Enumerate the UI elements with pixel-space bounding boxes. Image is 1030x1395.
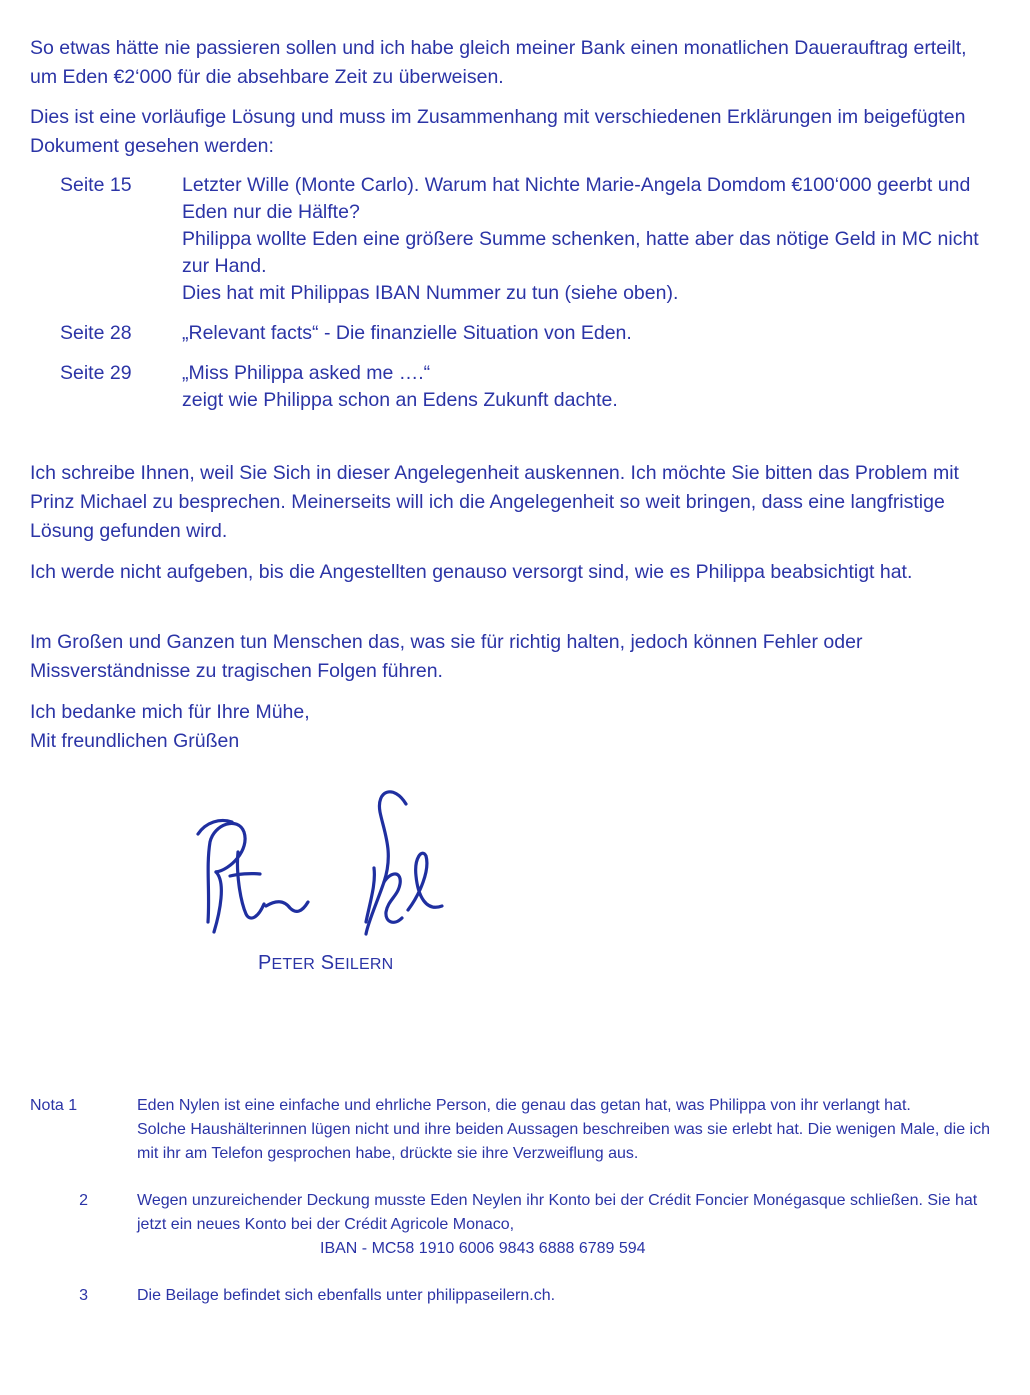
page-reference-text: Philippa wollte Eden eine größere Summe schenken, hatte aber das nötige Geld in MC nicht zur Hand. xyxy=(182,228,979,277)
footnote-number: 2 xyxy=(79,1192,88,1209)
footnotes xyxy=(30,1094,990,1308)
footnote-number: Nota 1 xyxy=(30,1097,78,1114)
footnote-text: Solche Haushälterinnen lügen nicht und ihre beiden Aussagen beschreiben was sie erlebt hat. Die wenigen Male, die ich mit ihr am Telefon gesprochen habe, drückte sie ihre Verzweiflung aus. xyxy=(137,1121,990,1162)
surname-rest: EILERN xyxy=(334,956,394,973)
footnote-text: Die Beilage befindet sich ebenfalls unter philippaseilern.ch. xyxy=(137,1287,556,1304)
page-reference-item xyxy=(60,320,1000,347)
closing-greeting: Mit freundlichen Grüßen xyxy=(30,730,240,752)
footnote-text: Wegen unzureichender Deckung musste Eden Neylen ihr Konto bei der Crédit Foncier Monégasque schließen. Sie hat jetzt ein neues Konto bei der Crédit Agricole Monaco, xyxy=(137,1192,978,1233)
surname-initial: S xyxy=(320,952,335,974)
footnote-item xyxy=(30,1284,990,1308)
page-reference-text: zeigt wie Philippa schon an Edens Zukunft dachte. xyxy=(182,389,618,411)
footnote-item xyxy=(30,1094,990,1166)
handwritten-signature xyxy=(180,772,450,942)
paragraph-standing-order: So etwas hätte nie passieren sollen und ich habe gleich meiner Bank einen monatlichen Dauerauftrag erteilt, um Eden €2‘000 für die absehbare Zeit zu überweisen. xyxy=(30,37,967,88)
signatory-name xyxy=(258,952,393,975)
footnote-number: 3 xyxy=(79,1287,88,1304)
closing-block xyxy=(30,698,990,756)
page-reference-item xyxy=(60,360,1000,414)
page-reference-label: Seite 29 xyxy=(60,362,132,384)
paragraph-persistence: Ich werde nicht aufgeben, bis die Angestellten genauso versorgt sind, wie es Philippa beabsichtigt hat. xyxy=(30,561,913,583)
page-reference-list xyxy=(60,172,1000,427)
footnote-text: Eden Nylen ist eine einfache und ehrliche Person, die genau das getan hat, was Philippa von ihr verlangt hat. xyxy=(137,1097,911,1114)
page-reference-label: Seite 15 xyxy=(60,174,132,196)
closing-thanks: Ich bedanke mich für Ihre Mühe, xyxy=(30,701,310,723)
name-rest: ETER xyxy=(271,956,316,973)
page-reference-text: „Relevant facts“ - Die finanzielle Situation von Eden. xyxy=(182,322,632,344)
paragraph-conclusion: Im Großen und Ganzen tun Menschen das, was sie für richtig halten, jedoch können Fehler oder Missverständnisse zu tragischen Folgen führen. xyxy=(30,631,863,682)
page-reference-text: Letzter Wille (Monte Carlo). Warum hat Nichte Marie-Angela Domdom €100‘000 geerbt und Eden nur die Hälfte? xyxy=(182,174,971,223)
paragraph-temporary-solution: Dies ist eine vorläufige Lösung und muss im Zusammenhang mit verschiedenen Erklärungen im beigefügten Dokument gesehen werden: xyxy=(30,106,966,157)
footnote-item xyxy=(30,1189,990,1261)
paragraph-request: Ich schreibe Ihnen, weil Sie Sich in dieser Angelegenheit auskennen. Ich möchte Sie bitten das Problem mit Prinz Michael zu besprechen. Meinerseits will ich die Angelegenheit so weit bringen, dass eine langfristige Lösung gefunden wird. xyxy=(30,462,959,542)
page-reference-item xyxy=(60,172,1000,307)
name-initial: P xyxy=(258,952,272,974)
page-reference-text: „Miss Philippa asked me ….“ xyxy=(182,362,431,384)
page-reference-label: Seite 28 xyxy=(60,322,132,344)
footnote-iban: IBAN - MC58 1910 6006 9843 6888 6789 594 xyxy=(320,1240,646,1257)
page-reference-text: Dies hat mit Philippas IBAN Nummer zu tun (siehe oben). xyxy=(182,282,679,304)
